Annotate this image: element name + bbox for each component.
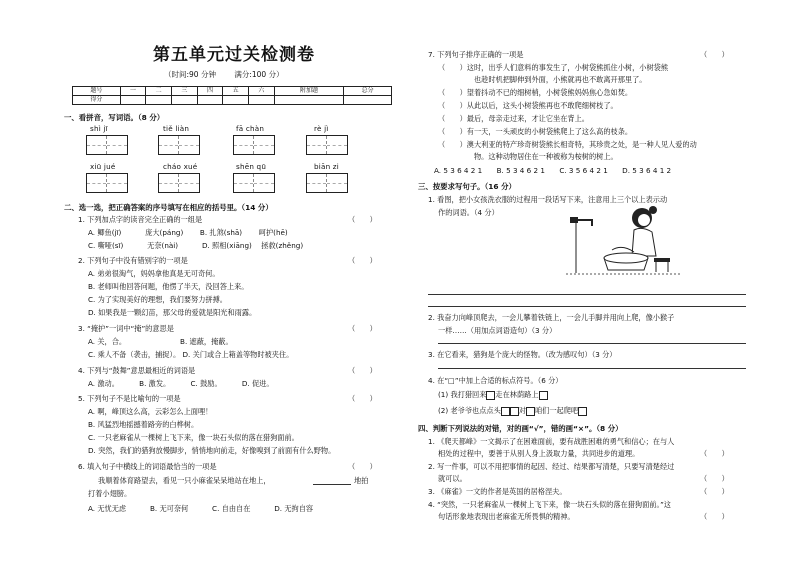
answer-paren[interactable]: （ ） — [348, 324, 377, 333]
q3-option-cd: C. 乘人不备（袭击，捕捉）。 D. 关门或合上箱盖等物时被夹住。 — [88, 350, 294, 359]
judge-item-4: 4. “突然，一只老麻雀从一棵树上飞下来，像一块石头似的落在猎狗面前。”这 — [428, 500, 671, 509]
punctuation-box[interactable] — [501, 407, 510, 416]
answer-paren[interactable]: （ ） — [700, 474, 729, 483]
judge-item-2: 2. 写一件事，可以不用把事情的起因、经过、结果都写清楚，只要写清楚经过 — [428, 462, 675, 471]
girl-washing-clothes-illustration — [564, 198, 684, 278]
s3-question-2-cont: 一样……（用加点词语造句）（3 分） — [438, 326, 557, 335]
score-header-row — [73, 87, 392, 96]
q7-sentence: 也趁时机把脚伸到外面，小熊就再也不敢离开那里了。 — [438, 75, 647, 84]
answer-paren[interactable]: （ ） — [348, 215, 377, 224]
writing-grid[interactable] — [158, 173, 200, 193]
judge-item-1-cont: 相处的过程中，要善于从别人身上汲取力量，共同进步的道理。 — [438, 449, 640, 458]
q7-sentence: （ ）望着抖动不已的细树梢，小树袋熊妈妈焦心急如焚。 — [438, 88, 633, 97]
question-7: 7. 下列句子排序正确的一项是 — [428, 50, 524, 59]
q4-options: A. 激动。 B. 激发。 C. 鼓励。 D. 促进。 — [88, 379, 274, 388]
question-3: 3. “掩护”一词中“掩”的意思是 — [78, 324, 174, 333]
score-cell: 附加题 — [274, 87, 344, 96]
pinyin: cháo xué — [163, 162, 198, 171]
answer-paren[interactable]: （ ） — [700, 449, 729, 458]
score-cell[interactable] — [274, 96, 344, 105]
q5-option-a: A. 啊，峰顶这么高，云彩怎么上面哩！ — [88, 407, 213, 416]
score-cell[interactable] — [197, 96, 223, 105]
score-cell: 五 — [223, 87, 249, 96]
q5-option-d: D. 突然，我们的猎狗放慢脚步，悄悄地向前走，好像嗅到了前面有什么野物。 — [88, 446, 336, 455]
writing-grid[interactable] — [86, 173, 128, 193]
s3-q4-item-2 — [438, 406, 587, 416]
pinyin: biān zi — [314, 162, 339, 171]
score-cell: 四 — [197, 87, 223, 96]
score-cell: 一 — [120, 87, 146, 96]
punctuation-box[interactable] — [539, 391, 548, 400]
score-cell[interactable] — [171, 96, 197, 105]
left-column — [58, 0, 403, 561]
q1-option-ab: A. 鲫鱼(jī) 庞大(páng) B. 扎煞(shā) 呵护(hē) — [88, 228, 288, 237]
punctuation-box[interactable] — [510, 407, 519, 416]
q4-text: (1) 我打猎回来 — [438, 390, 487, 399]
score-cell[interactable] — [249, 96, 275, 105]
answer-paren[interactable]: （ ） — [348, 462, 377, 471]
q5-option-c: C. 一只老麻雀从一棵树上飞下来，像一块石头似的落在猎狗面前。 — [88, 433, 299, 442]
section-3-heading: 三、按要求写句子。（16 分） — [418, 182, 516, 191]
writing-grid[interactable] — [86, 135, 128, 155]
q5-option-b: B. 风猛烈地摇撼着路旁的白桦树。 — [88, 420, 199, 429]
answer-line[interactable] — [438, 343, 746, 344]
q7-sentence: 物。这种动物居住在一种被称为桉树的树上。 — [438, 152, 618, 161]
q2-option-c: C. 为了实现美好的理想，我们要努力拼搏。 — [88, 295, 227, 304]
answer-paren[interactable]: （ ） — [700, 512, 729, 521]
s3-question-1: 1. 看图，把小女孩洗衣服的过程用一段话写下来，注意用上三个以上表示动 — [428, 195, 668, 204]
score-cell: 三 — [171, 87, 197, 96]
score-table — [72, 86, 392, 105]
s3-question-3: 3. 在它看来，猎狗是个庞大的怪物。（改为感叹句）（3 分） — [428, 350, 617, 359]
score-cell: 总分 — [344, 87, 392, 96]
q4-text: 对 — [518, 406, 526, 415]
q7-sentence: （ ）有一天，一头顽皮的小树袋熊爬上了这么高的枝条。 — [438, 127, 633, 136]
q6-body-cont: 打着小翅膀。 — [88, 489, 132, 498]
q4-text: 咱们一起爬吧 — [534, 406, 579, 415]
writing-grid[interactable] — [306, 135, 348, 155]
pinyin: xiū jué — [90, 162, 116, 171]
judge-item-3: 3. 《麻雀》一文的作者是英国的居格涅夫。 — [428, 487, 567, 496]
pinyin: shì jī — [90, 124, 108, 133]
answer-paren[interactable]: （ ） — [348, 366, 377, 375]
score-cell[interactable] — [344, 96, 392, 105]
s3-q4-item-1 — [438, 390, 548, 400]
q7-sentence: （ ）最后，母亲走过来，才让它坐在背上。 — [438, 114, 589, 123]
answer-line[interactable] — [428, 306, 746, 307]
q7-options: A. 5 3 6 4 2 1 B. 5 3 4 6 2 1 C. 3 5 6 4 2 1 D. 5 3 6 4 1 2 — [434, 166, 672, 175]
page-title: 第五单元过关检测卷 — [153, 45, 315, 65]
question-4: 4. 下列与“鼓舞”意思最相近的词语是 — [78, 366, 196, 375]
q1-option-cd: C. 嘶哑(sī) 无奈(nài) D. 照相(xiāng) 拯救(zhěng) — [88, 241, 304, 250]
writing-grid[interactable] — [233, 135, 275, 155]
q2-option-d: D. 如果我是一颗幻苗，那父母的爱就是阳光和雨露。 — [88, 308, 257, 317]
question-1: 1. 下列加点字的读音完全正确的一组是 — [78, 215, 203, 224]
exam-info — [164, 70, 300, 80]
answer-paren[interactable]: （ ） — [348, 256, 377, 265]
pinyin: rè jì — [314, 124, 329, 133]
judge-item-4-cont: 句话形象地表现出老麻雀无所畏惧的精神。 — [438, 512, 575, 521]
section-1-heading: 一、看拼音，写词语。（8 分） — [64, 113, 165, 122]
question-5: 5. 下列句子不是比喻句的一项是 — [78, 394, 181, 403]
q7-sentence: （ ）澳大利亚的特产珍奇树袋熊长相奇特，其珍贵之处，是一种人见人爱的动 — [438, 140, 697, 149]
writing-grid[interactable] — [233, 173, 275, 193]
score-cell[interactable] — [146, 96, 172, 105]
question-2: 2. 下列句子中没有错别字的一项是 — [78, 256, 188, 265]
answer-paren[interactable]: （ ） — [700, 487, 729, 496]
q2-option-b: B. 老师叫他回答问题，他愣了半天，没回答上来。 — [88, 282, 249, 291]
section-2-heading: 二、选一选，把正确答案的序号填写在相应的括号里。（14 分） — [64, 203, 273, 212]
q7-sentence: （ ）这时，出乎人们意料的事发生了，小树袋熊抓住小树，小树袋熊 — [438, 63, 669, 72]
pinyin: tiě liàn — [163, 124, 190, 133]
answer-line[interactable] — [438, 368, 746, 369]
score-cell[interactable] — [120, 96, 146, 105]
answer-paren[interactable]: （ ） — [348, 394, 377, 403]
score-cell: 得分 — [73, 96, 121, 105]
pinyin: shēn qū — [236, 162, 267, 171]
q7-sentence: （ ）从此以后，这头小树袋熊再也不敢爬细树枝了。 — [438, 101, 618, 110]
q4-text: (2) 老爷爷也点点头 — [438, 406, 501, 415]
q4-text: 走在林荫路上 — [495, 390, 539, 399]
score-cell: 六 — [249, 87, 275, 96]
q6-body-end: 地拍 — [354, 476, 369, 485]
judge-item-2-cont: 就可以。 — [438, 474, 467, 483]
answer-paren[interactable]: （ ） — [700, 50, 729, 59]
q3-option-ab: A. 关，合。 B. 遮蔽，掩蔽。 — [88, 337, 233, 346]
question-6: 6. 填入句子中横线上的词语最恰当的一项是 — [78, 462, 217, 471]
q6-options: A. 无忧无虑 B. 无可奈何 C. 自由自在 D. 无拘自容 — [88, 504, 314, 513]
score-cell[interactable] — [223, 96, 249, 105]
punctuation-box[interactable] — [578, 407, 587, 416]
answer-line[interactable] — [428, 294, 746, 295]
score-cell: 题号 — [73, 87, 121, 96]
punctuation-box[interactable] — [526, 407, 535, 416]
score-cell: 二 — [146, 87, 172, 96]
judge-item-1: 1. 《爬天都峰》一文揭示了在困难面前，要有战胜困难的勇气和信心；在与人 — [428, 437, 675, 446]
score-info: 满分:100 分） — [234, 70, 284, 79]
time-info: （时间:90 分钟 — [164, 70, 216, 79]
right-column — [418, 0, 748, 561]
score-row — [73, 96, 392, 105]
q6-body: 我顺着体育路望去，看见一只小麻雀呆呆地站在地上， — [98, 476, 271, 485]
s3-question-4: 4. 在“□”中加上合适的标点符号。（6 分） — [428, 376, 563, 385]
section-4-heading: 四、判断下列说法的对错，对的画“√”，错的画“×”。（8 分） — [418, 424, 623, 433]
s3-question-1-cont: 作的词语。（4 分） — [438, 208, 499, 217]
s3-question-2: 2. 我奋力向峰顶爬去，一会儿攀着铁链上，一会儿手脚并用向上爬，像小猴子 — [428, 313, 675, 322]
fill-blank[interactable] — [313, 484, 351, 485]
writing-grid[interactable] — [306, 173, 348, 193]
pinyin: fā chàn — [236, 124, 265, 133]
writing-grid[interactable] — [158, 135, 200, 155]
q2-option-a: A. 弟弟很淘气，妈妈拿他真是无可奇何。 — [88, 269, 220, 278]
